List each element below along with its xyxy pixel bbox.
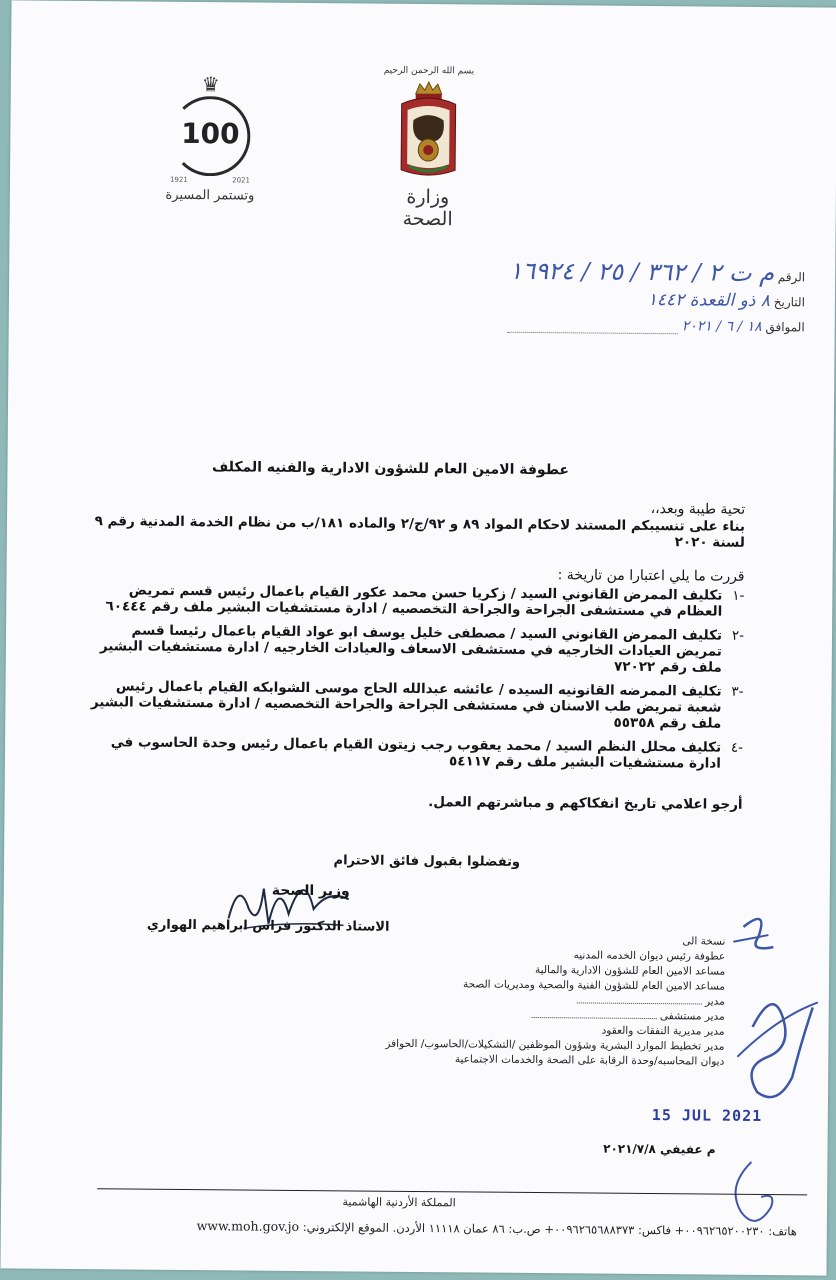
centenary-number: 100: [181, 116, 240, 151]
basmala: بسم الله الرحمن الرحيم: [383, 65, 475, 77]
reference-date-value: ٨ ذو القعدة ١٤٤٢: [647, 289, 771, 312]
copies-item: مدير مستشفى: [659, 1010, 725, 1023]
list-item-number: -٢: [731, 627, 745, 644]
copies-title: نسخة الى: [682, 935, 726, 948]
regards-line: وتفضلوا بقبول فائق الاحترام: [333, 853, 521, 870]
reference-number-row: [509, 257, 805, 288]
centenary-year-end: 2021: [232, 176, 251, 185]
handwritten-initials: [722, 907, 824, 1118]
list-item-number: -١: [732, 587, 745, 604]
centenary-slogan: وتستمر المسيرة: [165, 187, 255, 204]
received-date-stamp: 15 JUL 2021: [651, 1106, 763, 1126]
list-item-text: تكليف محلل النظم السيد / محمد يعقوب رجب زيتون القيام باعمال رئيس وحدة الحاسوب في ادارة مستشفيات البشير ملف رقم ٥٤١١٧: [110, 734, 722, 772]
greeting: تحية طيبة وبعد،،: [650, 501, 746, 518]
assignment-list: [83, 582, 745, 780]
copies-item: مدير تخطيط الموارد البشرية وشؤون الموظفين /التشكيلات/الحاسوب/ الحوافز: [385, 1037, 725, 1053]
reference-number-value: م ت ٢ / ٣٦٢ / ٢٥ / ١٦٩٢٤: [509, 256, 775, 288]
list-item-text: تكليف الممرضه القانونيه السيده / عائشه عبدالله الحاج موسى الشوابكه القيام باعمال رئيس شعبة تمريض طب الاسنان في مستشفى الجراحة والجراحة التخصصيه / ادارة مستشفيات البشير ملف رقم ٥٥٣٥٨: [90, 678, 722, 732]
copies-item: مدير: [704, 995, 725, 1008]
copies-item: عطوفة رئيس ديوان الخدمه المدنيه: [573, 949, 726, 963]
reference-corresponding-value: ١٨ / ٦ / ٢٠٢١: [681, 318, 762, 335]
reference-number-label: الرقم: [777, 270, 806, 285]
list-item: [84, 622, 744, 676]
request-line: أرجو اعلامي تاريخ انفكاكهم و مباشرتهم العمل.: [428, 794, 743, 813]
crown-icon: ♛: [201, 72, 220, 97]
footer-contact: [197, 1218, 797, 1238]
dotted-line: [577, 1002, 702, 1004]
decided-line: قررت ما يلي اعتبارا من تاريخة :: [557, 567, 745, 585]
basis-paragraph: بناء على تنسيبكم المستند لاحكام المواد ٨٩ و ٩٢/ج/٢ والماده ١٨١/ب من نظام الخدمة المدنية رقم ٩ لسنة ٢٠٢٠: [94, 513, 746, 551]
copies-item: مساعد الامين العام للشؤون الادارية والمالية: [534, 964, 726, 978]
minister-name: الاستاذ الدكتور فراس ابراهيم الهواري: [146, 917, 390, 935]
copies-list: [385, 932, 725, 1070]
copies-item: مساعد الامين العام للشؤون الفنية والصحية ومديريات الصحة: [462, 978, 726, 993]
copies-item: ديوان المحاسبه/وحدة الرقابة على الصحة والخدمات الاجتماعية: [454, 1053, 725, 1068]
reference-corresponding-label: الموافق: [765, 320, 805, 335]
centenary-year-start: 1921: [169, 175, 188, 184]
footer-contact-details: هاتف: ٠٠٩٦٢٦٥٢٠٠٢٣٠+ فاكس: ٠٠٩٦٢٦٥٦٨٨٣٧٣+ ص.ب: ٨٦ عمان ١١١١٨ الأردن. الموقع الإلكتروني:: [302, 1220, 797, 1239]
reference-date-label: التاريخ: [773, 295, 806, 310]
coat-of-arms: [380, 66, 477, 231]
centenary-logo: [160, 74, 261, 204]
minister-title: وزير الصحة: [271, 882, 350, 900]
dotted-line: [508, 332, 678, 334]
centenary-ring: [170, 96, 251, 177]
reference-date-row: [648, 290, 805, 311]
list-item-text: تكليف الممرض القانوني السيد / مصطفى خليل يوسف ابو عواد القيام باعمال رئيسا قسم تمريض العيادات الخارجيه في مستشفى الاسعاف والعيادات الخارجيه / ادارة مستشفيات البشير ملف رقم ٧٢٠٢٢: [99, 622, 723, 676]
list-item-number: -٣: [731, 683, 744, 700]
list-item: [83, 678, 743, 732]
coat-of-arms-icon: [393, 80, 464, 185]
ministry-name: وزارة الصحة: [402, 185, 453, 231]
dotted-line: [532, 1017, 657, 1019]
list-item-text: تكليف الممرض القانوني السيد / زكريا حسن محمد عكور القيام باعمال رئيس قسم تمريض العظام في مستشفى الجراحة والجراحة التخصصيه / ادارة مستشفيات البشير ملف رقم ٦٠٤٤٤: [105, 582, 723, 620]
list-item: [83, 734, 743, 772]
footer-kingdom: المملكة الأردنية الهاشمية: [342, 1195, 456, 1210]
centenary-years: [170, 176, 250, 185]
list-item: [84, 582, 744, 620]
copies-item: مدير مديرية النفقات والعقود: [601, 1024, 725, 1038]
list-item-number: -٤: [730, 739, 744, 756]
reference-corresponding-row: [508, 317, 805, 336]
footer-website[interactable]: www.moh.gov.jo: [196, 1218, 300, 1234]
author-initials: م عفيفي ٢٠٢١/٧/٨: [603, 1141, 716, 1157]
addressee: عطوفة الامين العام للشؤون الادارية والفنيه المكلف: [211, 459, 570, 479]
